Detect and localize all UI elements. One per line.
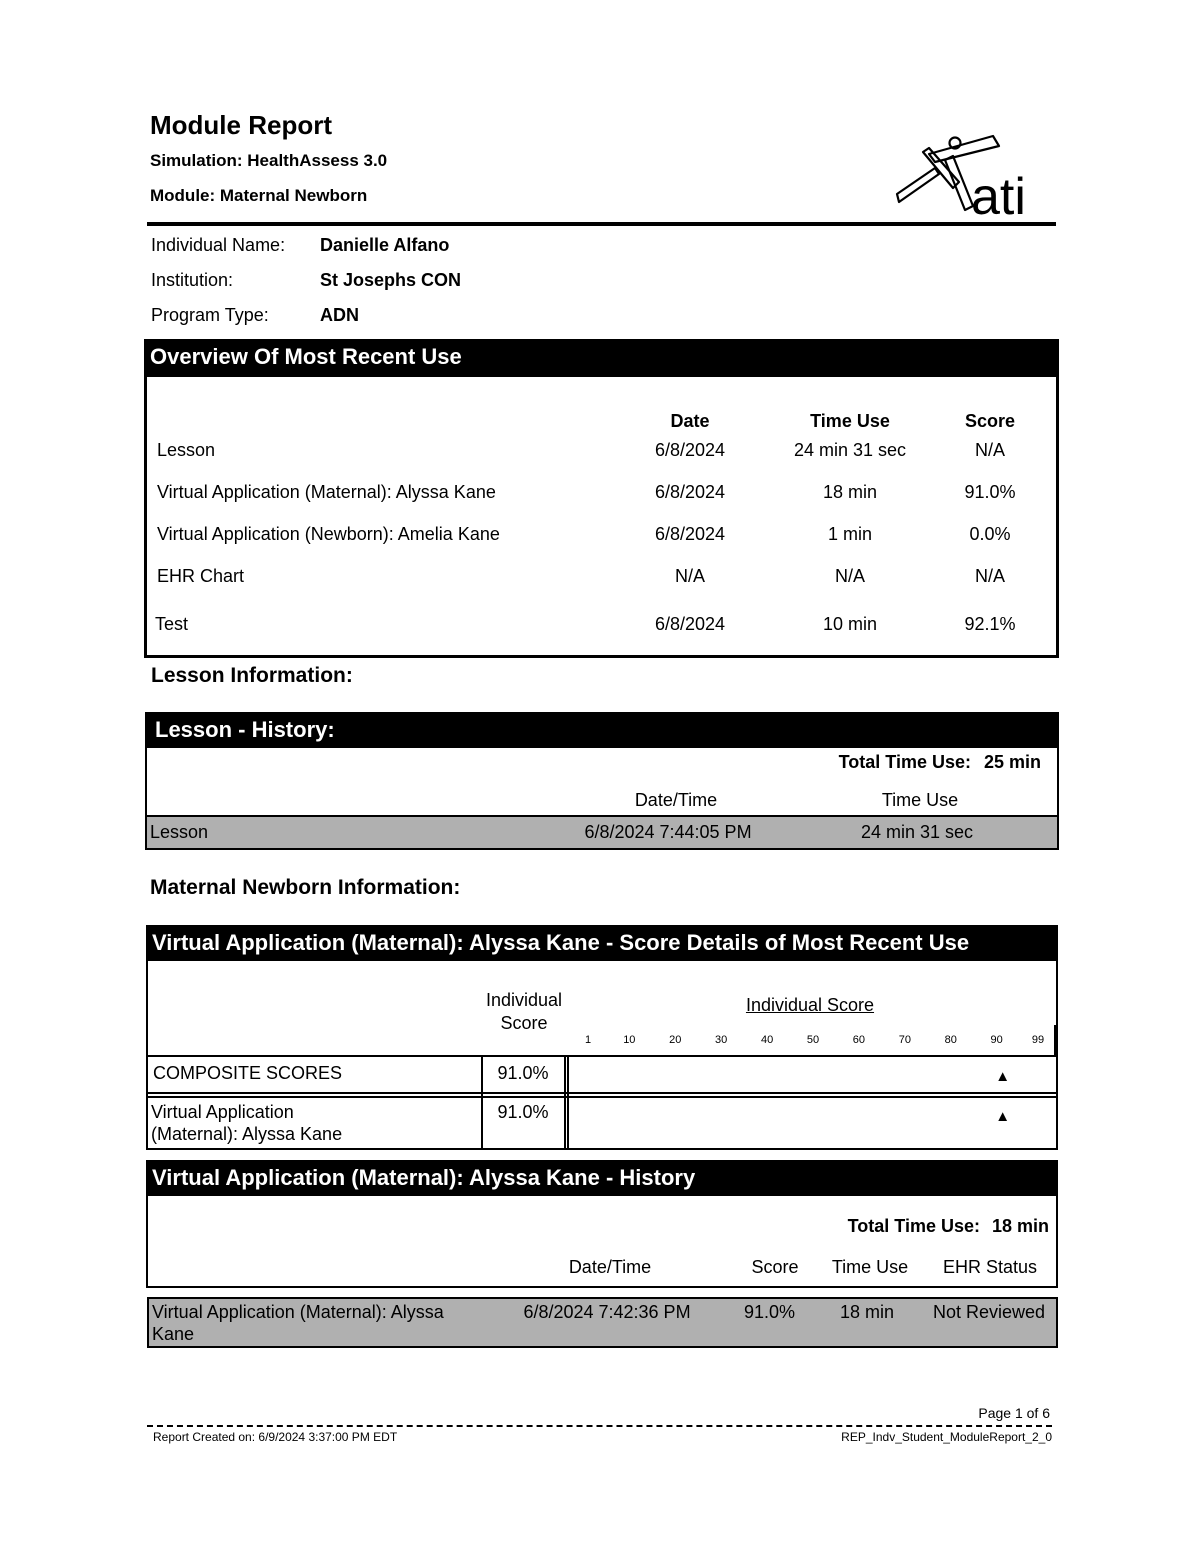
ati-logo xyxy=(895,130,1045,220)
program-type-value: ADN xyxy=(320,305,359,325)
maternal-history-title: Virtual Application (Maternal): Alyssa Kane - History xyxy=(146,1160,1058,1196)
scale-tick: 70 xyxy=(898,1034,911,1046)
institution-label: Institution: xyxy=(151,270,234,290)
overview-row-score: 91.0% xyxy=(964,482,1016,502)
simulation-name: Simulation: HealthAssess 3.0 xyxy=(150,151,388,170)
scale-tick: 40 xyxy=(760,1034,774,1046)
overview-header-time-use: Time Use xyxy=(810,411,890,431)
ati-logo-text: ati xyxy=(971,168,1026,220)
score-column-divider xyxy=(567,1055,569,1150)
maternal-history-row-name-line2: Kane xyxy=(152,1324,195,1344)
individual-score-label-line1: Individual xyxy=(485,990,563,1010)
individual-name-label: Individual Name: xyxy=(151,235,286,255)
score-row-name: COMPOSITE SCORES xyxy=(153,1063,343,1083)
individual-score-scale-title: Individual Score xyxy=(745,995,875,1015)
footer-divider xyxy=(147,1425,1052,1427)
scale-tick: 60 xyxy=(852,1034,866,1046)
scale-tick: 50 xyxy=(806,1034,820,1046)
overview-row-score: 92.1% xyxy=(964,614,1016,634)
score-row-value: 91.0% xyxy=(497,1063,549,1083)
scale-tick: 30 xyxy=(715,1034,728,1046)
score-row-name-line2: (Maternal): Alyssa Kane xyxy=(151,1124,343,1144)
score-row-value: 91.0% xyxy=(497,1102,549,1122)
page-title: Module Report xyxy=(150,110,332,140)
institution-value: St Josephs CON xyxy=(320,270,462,290)
score-marker: ▲ xyxy=(995,1108,1011,1125)
overview-title: Overview Of Most Recent Use xyxy=(144,339,1059,377)
maternal-col-datetime: Date/Time xyxy=(568,1257,652,1277)
maternal-history-row-datetime: 6/8/2024 7:42:36 PM xyxy=(523,1302,691,1322)
overview-row-score: N/A xyxy=(974,440,1005,460)
lesson-history-title: Lesson - History: xyxy=(145,712,1059,748)
scale-tick: 20 xyxy=(669,1034,682,1046)
scale-tick: 10 xyxy=(623,1034,636,1046)
maternal-col-score: Score xyxy=(751,1257,799,1277)
scale-end-line xyxy=(1054,1025,1056,1055)
individual-name-value: Danielle Alfano xyxy=(320,235,450,255)
lesson-info-heading: Lesson Information: xyxy=(151,664,353,687)
maternal-history-row-ehr: Not Reviewed xyxy=(932,1302,1046,1322)
scale-tick: 80 xyxy=(944,1034,957,1046)
maternal-total-time-label: Total Time Use: xyxy=(847,1216,980,1236)
maternal-history-row-name-line1: Virtual Application (Maternal): Alyssa xyxy=(152,1302,444,1322)
report-created: Report Created on: 6/9/2024 3:37:00 PM EDT xyxy=(153,1430,398,1444)
maternal-history-row-time: 18 min xyxy=(839,1302,895,1322)
overview-row-time: 24 min 31 sec xyxy=(793,440,907,460)
overview-header-date: Date xyxy=(670,411,710,431)
scale-tick: 1 xyxy=(584,1034,592,1046)
lesson-history-row-name: Lesson xyxy=(150,822,209,842)
individual-score-label-line2: Score xyxy=(500,1013,548,1033)
score-table-divider xyxy=(146,1092,1058,1094)
overview-row-name: EHR Chart xyxy=(157,566,245,586)
page-number: Page 1 of 6 xyxy=(978,1405,1050,1421)
scale-tick: 90 xyxy=(990,1034,1003,1046)
lesson-col-time-use: Time Use xyxy=(881,790,959,810)
overview-row-name: Lesson xyxy=(157,440,216,460)
overview-row-time: 10 min xyxy=(822,614,878,634)
maternal-total-time-value: 18 min xyxy=(992,1216,1050,1236)
overview-row-name: Test xyxy=(155,614,189,634)
score-column-divider xyxy=(564,1055,566,1150)
overview-row-date: 6/8/2024 xyxy=(654,524,726,544)
maternal-col-ehr-status: EHR Status xyxy=(942,1257,1038,1277)
lesson-history-row-time: 24 min 31 sec xyxy=(860,822,974,842)
score-marker: ▲ xyxy=(995,1068,1011,1085)
lesson-col-datetime: Date/Time xyxy=(634,790,718,810)
header-divider xyxy=(147,222,1056,226)
lesson-total-time-value: 25 min xyxy=(984,752,1042,772)
maternal-history-row xyxy=(147,1297,1058,1348)
overview-row-score: N/A xyxy=(974,566,1005,586)
maternal-history-row-score: 91.0% xyxy=(743,1302,796,1322)
score-table-divider xyxy=(146,1055,1058,1057)
lesson-total-time-label: Total Time Use: xyxy=(838,752,971,772)
scale-tick: 99 xyxy=(1031,1034,1045,1046)
module-name: Module: Maternal Newborn xyxy=(150,186,368,205)
overview-row-date: 6/8/2024 xyxy=(654,482,726,502)
report-id: REP_Indv_Student_ModuleReport_2_0 xyxy=(841,1430,1052,1444)
score-details-title: Virtual Application (Maternal): Alyssa Kane - Score Details of Most Recent Use xyxy=(146,925,1058,961)
overview-row-score: 0.0% xyxy=(969,524,1011,544)
overview-row-date: 6/8/2024 xyxy=(654,614,726,634)
overview-row-time: 18 min xyxy=(822,482,878,502)
score-table-divider xyxy=(146,1096,1058,1098)
overview-row-name: Virtual Application (Maternal): Alyssa Kane xyxy=(157,482,496,502)
program-type-label: Program Type: xyxy=(151,305,269,325)
maternal-col-time-use: Time Use xyxy=(831,1257,909,1277)
score-row-name-line1: Virtual Application xyxy=(151,1102,294,1122)
overview-row-time: N/A xyxy=(834,566,865,586)
lesson-history-row-datetime: 6/8/2024 7:44:05 PM xyxy=(584,822,752,842)
maternal-info-heading: Maternal Newborn Information: xyxy=(150,876,461,899)
overview-header-score: Score xyxy=(964,411,1016,431)
overview-row-date: N/A xyxy=(674,566,705,586)
overview-row-name: Virtual Application (Newborn): Amelia Kane xyxy=(157,524,500,544)
lesson-history-row xyxy=(145,815,1059,850)
overview-row-date: 6/8/2024 xyxy=(654,440,726,460)
overview-row-time: 1 min xyxy=(827,524,872,544)
